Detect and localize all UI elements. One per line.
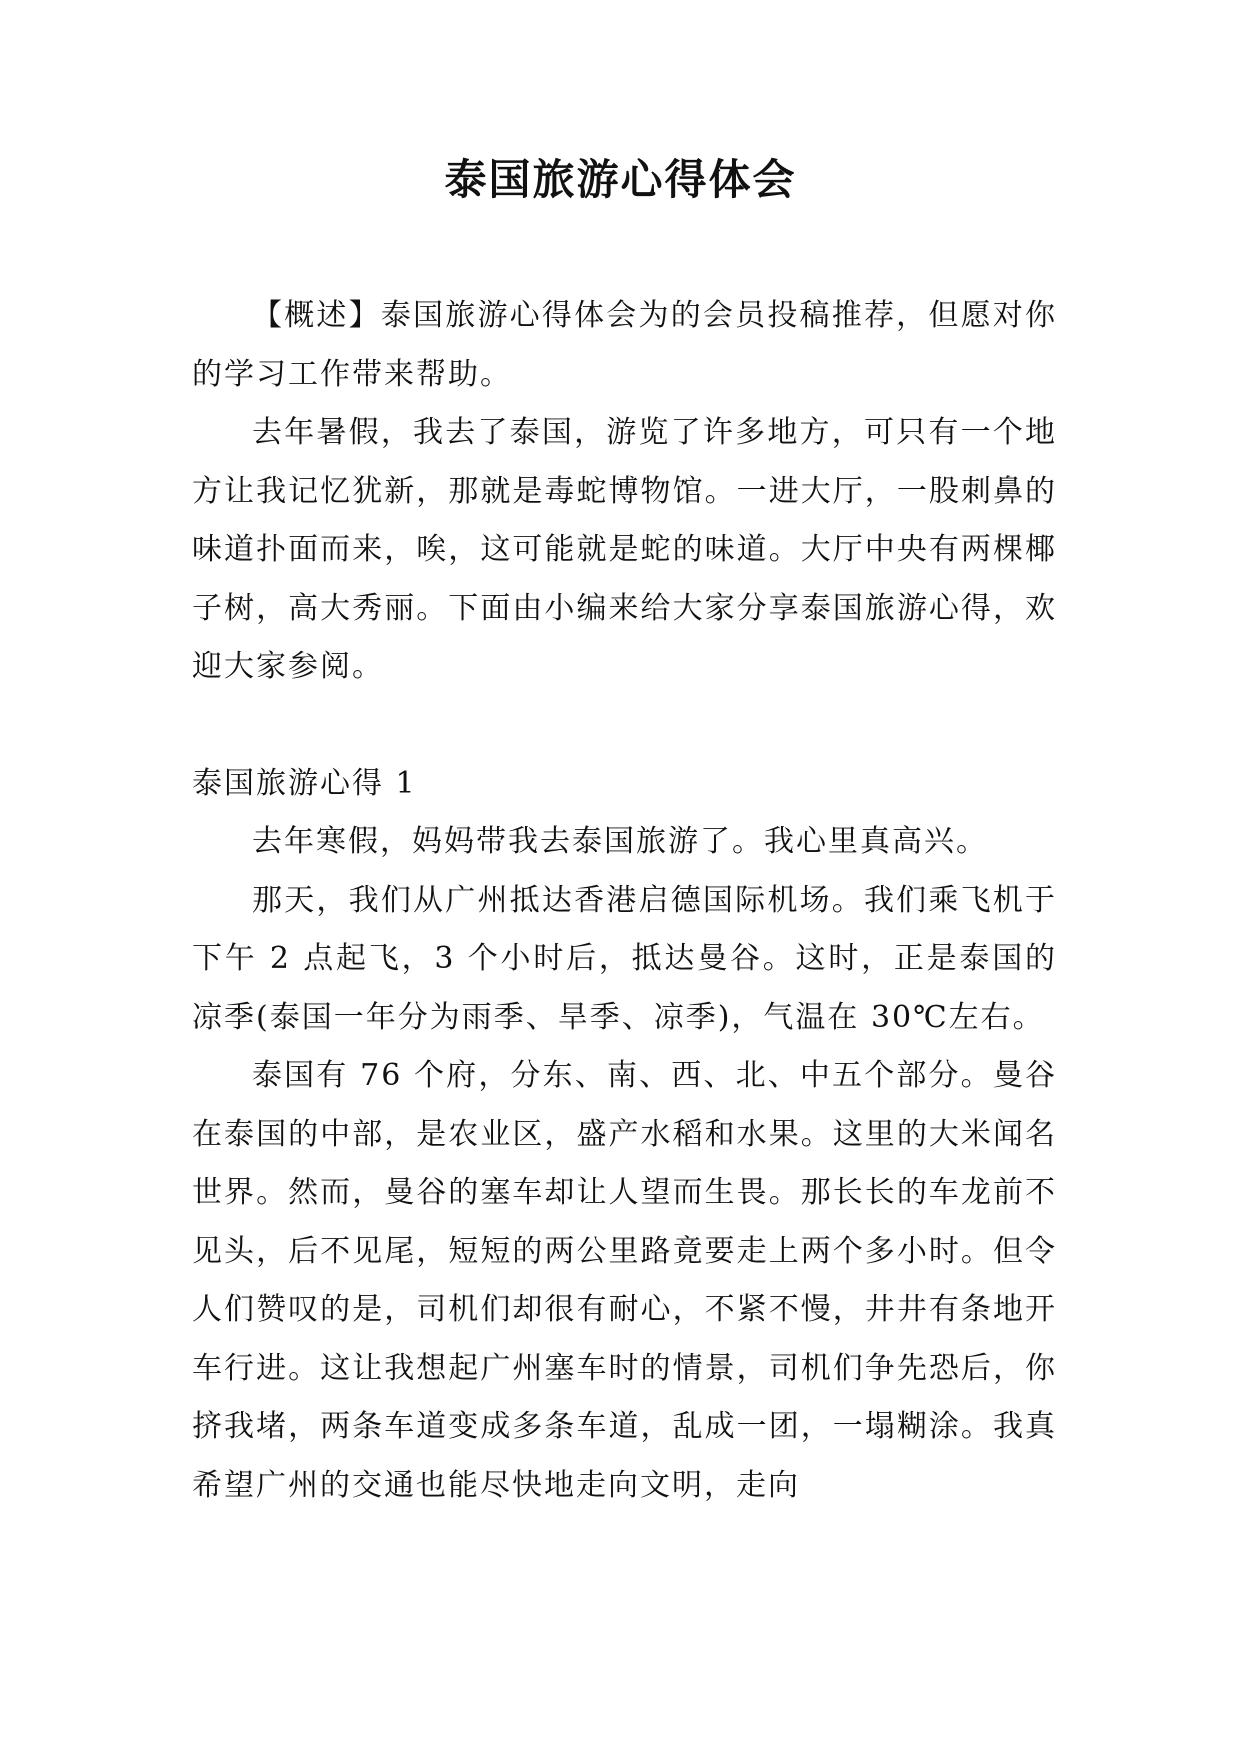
section-paragraph-3: 泰国有 76 个府，分东、南、西、北、中五个部分。曼谷在泰国的中部，是农业区，盛产水稻和水果。这里的大米闻名世界。然而，曼谷的塞车却让人望而生畏。那长长的车龙前不见头，后不见尾，短短的两公里路竟要走上两个多小时。但令人们赞叹的是，司机们却很有耐心，不紧不慢，井井有条地开车行进。这让我想起广州塞车时的情景，司机们争先恐后，你挤我堵，两条车道变成多条车道，乱成一团，一塌糊涂。我真希望广州的交通也能尽快地走向文明，走向 xyxy=(192,1058,1057,1503)
document-title: 泰国旅游心得体会 xyxy=(444,155,797,204)
intro-paragraph: 去年暑假，我去了泰国，游览了许多地方，可只有一个地方让我记忆犹新，那就是毒蛇博物馆。一进大厅，一股刺鼻的味道扑面而来，唉，这可能就是蛇的味道。大厅中央有两棵椰子树，高大秀丽。下面由小编来给大家分享泰国旅游心得，欢迎大家参阅。 xyxy=(192,415,1057,684)
document-body xyxy=(192,287,1057,1515)
summary-paragraph: 【概述】泰国旅游心得体会为的会员投稿推荐，但愿对你的学习工作带来帮助。 xyxy=(192,298,1057,392)
section-heading: 泰国旅游心得 1 xyxy=(192,765,417,801)
section-paragraph-2: 那天，我们从广州抵达香港启德国际机场。我们乘飞机于下午 2 点起飞，3 个小时后，抵达曼谷。这时，正是泰国的凉季(泰国一年分为雨季、旱季、凉季)，气温在 30℃左右。 xyxy=(192,882,1057,1035)
section-paragraph-1: 去年寒假，妈妈带我去泰国旅游了。我心里真高兴。 xyxy=(252,824,988,859)
